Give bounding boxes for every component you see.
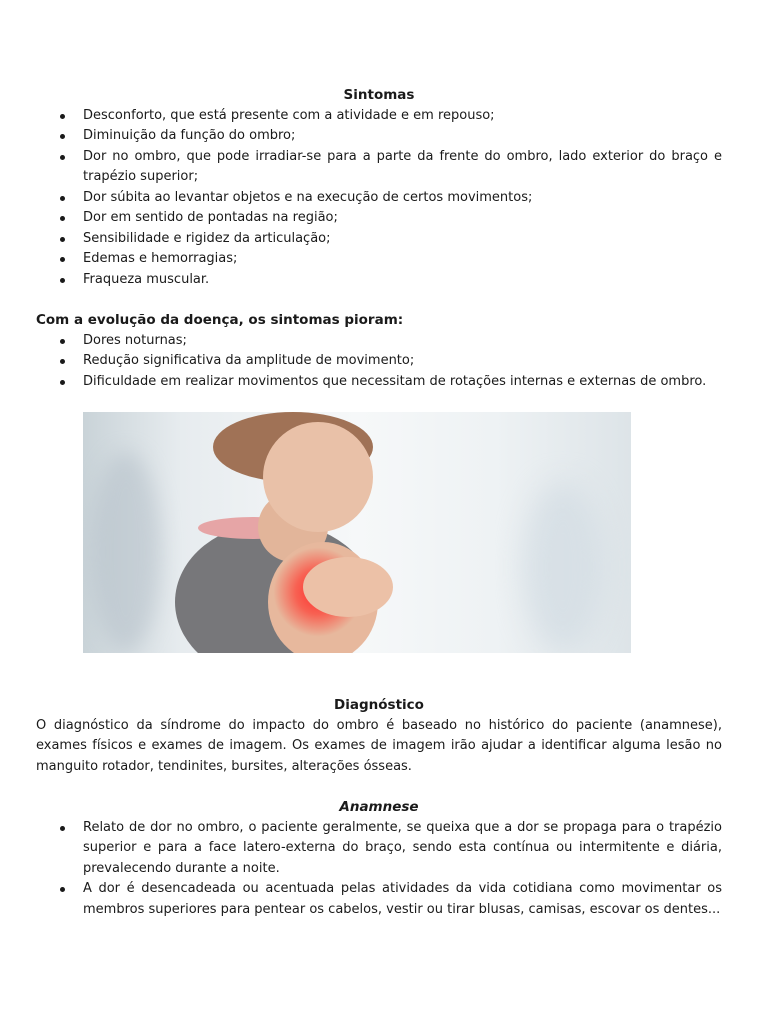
list-item: Diminuição da função do ombro; [36, 126, 722, 147]
anamnesis-heading: Anamnese [339, 799, 419, 815]
list-item: Redução significativa da amplitude de movimento; [36, 351, 722, 372]
list-item: Desconforto, que está presente com a atividade e em repouso; [36, 106, 722, 127]
diagnosis-heading: Diagnóstico [334, 697, 424, 713]
diagnosis-paragraph: O diagnóstico da síndrome do impacto do ombro é baseado no histórico do paciente (anamnese), exames físicos e exames de imagem. Os exames de imagem irão ajudar a identificar alguma lesão no manguito rotador, tendinites, bursites, alterações ósseas. [36, 717, 722, 774]
list-item: Fraqueza muscular. [36, 270, 722, 291]
list-item: Dificuldade em realizar movimentos que necessitam de rotações internas e externas de ombro. [36, 372, 722, 393]
symptoms-heading: Sintomas [343, 87, 415, 103]
document-page [36, 85, 722, 920]
anamnesis-list [36, 818, 722, 921]
evolution-heading: Com a evolução da doença, os sintomas pioram: [36, 312, 404, 328]
list-item: Dores noturnas; [36, 331, 722, 352]
evolution-list [36, 331, 722, 393]
list-item: Relato de dor no ombro, o paciente geralmente, se queixa que a dor se propaga para o trapézio superior e para a face latero-externa do braço, sendo esta contínua ou intermitente e diária, prevalecendo durante a noite. [36, 818, 722, 880]
shoulder-pain-photo [83, 412, 631, 653]
symptoms-list [36, 106, 722, 291]
list-item: Dor súbita ao levantar objetos e na execução de certos movimentos; [36, 188, 722, 209]
list-item: Dor no ombro, que pode irradiar-se para a parte da frente do ombro, lado exterior do braço e trapézio superior; [36, 147, 722, 188]
list-item: A dor é desencadeada ou acentuada pelas atividades da vida cotidiana como movimentar os membros superiores para pentear os cabelos, vestir ou tirar blusas, camisas, escovar os dentes... [36, 879, 722, 920]
list-item: Dor em sentido de pontadas na região; [36, 208, 722, 229]
list-item: Sensibilidade e rigidez da articulação; [36, 229, 722, 250]
list-item: Edemas e hemorragias; [36, 249, 722, 270]
